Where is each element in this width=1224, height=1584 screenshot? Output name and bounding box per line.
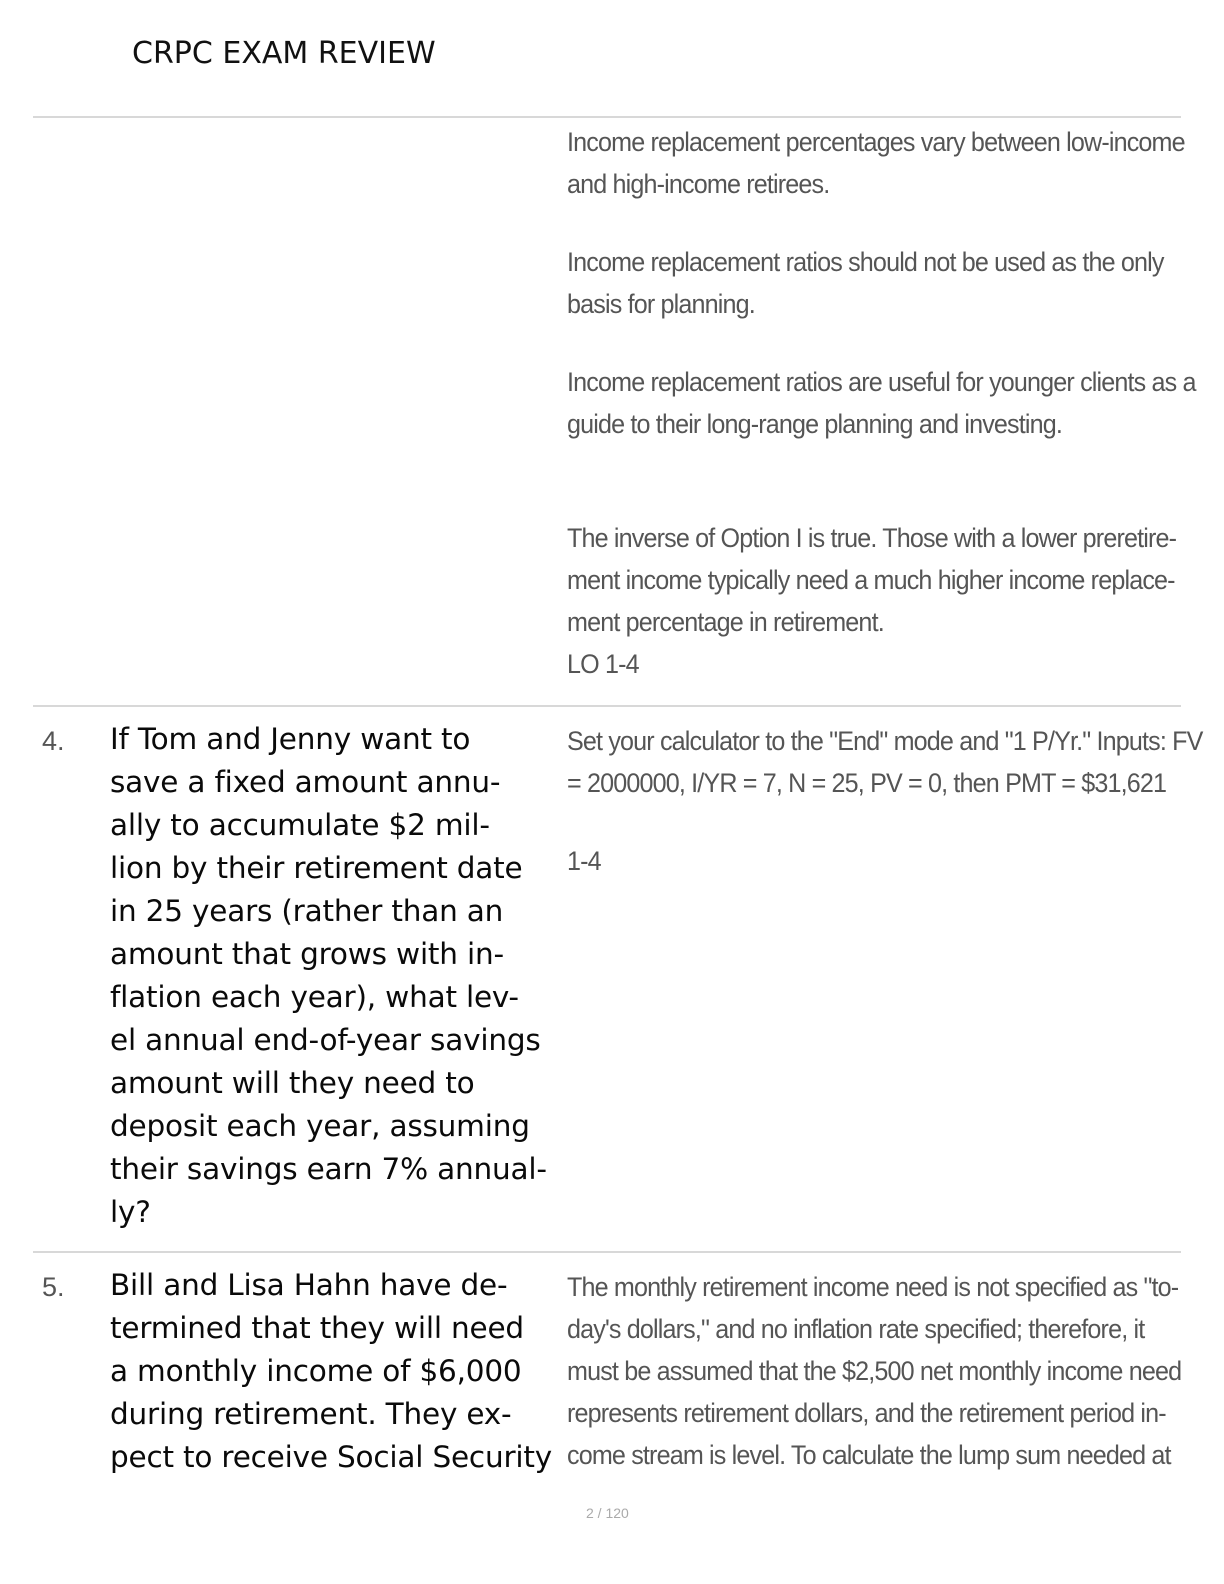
item5-question-line: during retirement. They ex- [110,1397,512,1431]
item4-question-line: lion by their retirement date [110,851,523,885]
item4-question-line: in 25 years (rather than an [110,894,504,928]
item4-question-line: ly? [110,1195,151,1229]
item5-question-line: a monthly income of $6,000 [110,1354,522,1388]
item4-question [110,718,555,1234]
page-number: 2 / 120 [586,1505,629,1521]
item5-number: 5. [42,1272,65,1302]
item3-explanation [567,517,1177,685]
item3-learning-objective: LO 1-4 [567,649,639,679]
item5-answer-line: must be assumed that the $2,500 net monthly income need [567,1356,1182,1386]
item3-option-2 [567,241,1164,325]
item3-option-3 [567,361,1196,445]
item3-option-1 [567,121,1185,205]
item3-option-3-line-1: Income replacement ratios are useful for younger clients as a [567,367,1196,397]
item4-answer-line-1: Set your calculator to the "End" mode and "1 P/Yr." Inputs: FV [567,726,1203,756]
item4-question-line: el annual end-of-year savings [110,1023,541,1057]
divider-item4 [33,705,1181,707]
item4-question-line: save a fixed amount annu- [110,765,501,799]
item3-option-3-line-2: guide to their long-range planning and investing. [567,409,1063,439]
item4-learning-objective: 1-4 [567,846,601,876]
page-title: CRPC EXAM REVIEW [132,36,436,71]
item3-option-2-line-1: Income replacement ratios should not be used as the only [567,247,1164,277]
item5-answer-line: The monthly retirement income need is not specified as "to- [567,1272,1179,1302]
item5-answer-line: come stream is level. To calculate the lump sum needed at [567,1440,1171,1470]
item5-answer [567,1266,1182,1476]
item4-answer [567,720,1203,804]
item4-question-line: flation each year), what lev- [110,980,519,1014]
item3-explanation-line-2: ment income typically need a much higher income replace- [567,565,1175,595]
item4-answer-line-2: = 2000000, I/YR = 7, N = 25, PV = 0, then PMT = $31,621 [567,768,1167,798]
item3-option-1-line-1: Income replacement percentages vary between low-income [567,127,1185,157]
item5-question-line: pect to receive Social Security [110,1440,552,1474]
item3-explanation-line-1: The inverse of Option I is true. Those with a lower preretire- [567,523,1177,553]
item4-question-line: ally to accumulate $2 mil- [110,808,490,842]
item4-question-line: amount will they need to [110,1066,475,1100]
item4-question-line: deposit each year, assuming [110,1109,530,1143]
item4-number: 4. [42,726,65,756]
item5-answer-line: represents retirement dollars, and the retirement period in- [567,1398,1166,1428]
item5-answer-line: day's dollars," and no inflation rate specified; therefore, it [567,1314,1145,1344]
item5-question [110,1264,555,1479]
item5-question-line: Bill and Lisa Hahn have de- [110,1268,508,1302]
item3-explanation-line-3: ment percentage in retirement. [567,607,884,637]
divider-item5 [33,1251,1181,1253]
item4-question-line: their savings earn 7% annual- [110,1152,547,1186]
item5-question-line: termined that they will need [110,1311,524,1345]
divider-top [33,116,1181,118]
item4-question-line: If Tom and Jenny want to [110,722,471,756]
item3-option-1-line-2: and high-income retirees. [567,169,830,199]
item4-question-line: amount that grows with in- [110,937,504,971]
item3-option-2-line-2: basis for planning. [567,289,755,319]
